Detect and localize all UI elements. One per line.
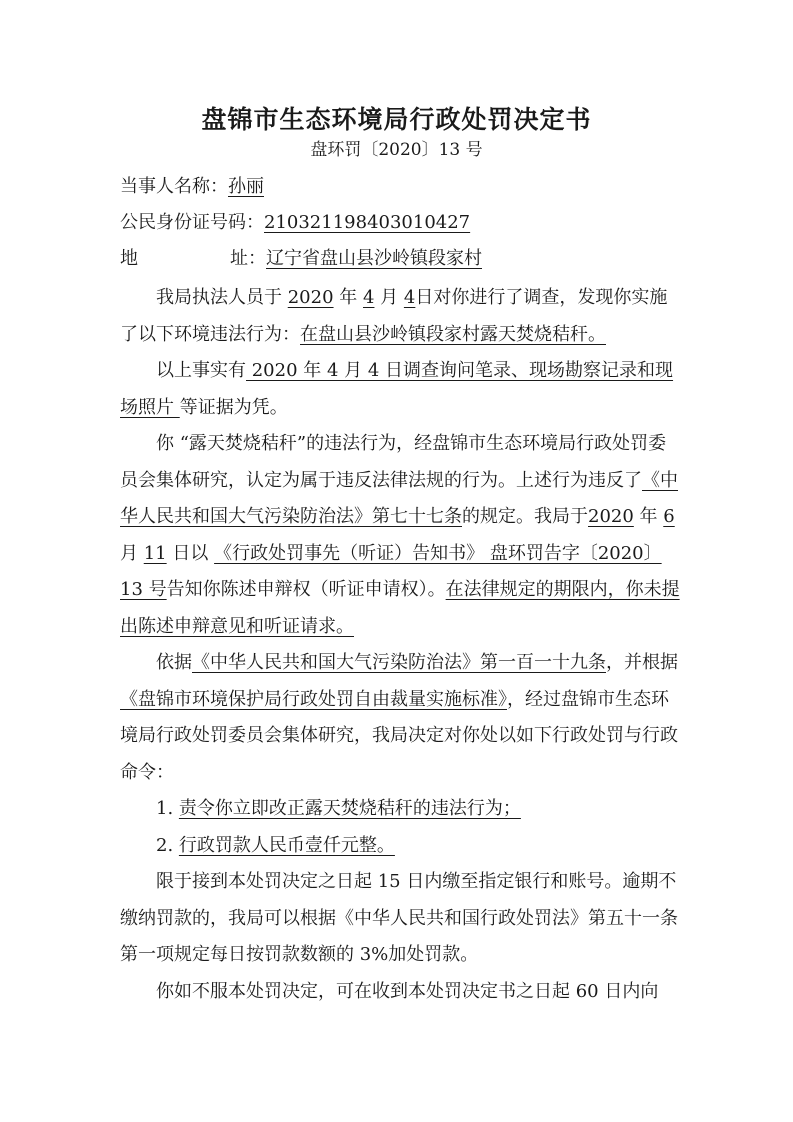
notice-reference: 《行政处罚事先（听证）告知书》 盘环罚告字〔2020〕13 号 [120, 542, 662, 600]
basis-law-2: 《盘锦市环境保护局行政处罚自由裁量实施标准》 [120, 688, 507, 710]
party-address-label-1: 地 [120, 248, 138, 269]
violation-text: 在盘山县沙岭镇段家村露天焚烧秸秆。 [300, 323, 606, 345]
party-address-value: 辽宁省盘山县沙岭镇段家村 [266, 248, 482, 269]
party-name-label: 当事人名称： [120, 176, 228, 197]
evidence-text: 2020 年 4 月 4 日调查询问笔录、现场勘察记录和现场照片 [120, 360, 674, 418]
party-name-value: 孙丽 [228, 176, 264, 197]
document-title: 盘锦市生态环境局行政处罚决定书 [201, 105, 592, 134]
party-address-row [120, 244, 482, 270]
document-body [120, 280, 680, 1010]
payment-paragraph: 限于接到本处罚决定之日起 15 日内缴至指定银行和账号。逾期不缴纳罚款的，我局可以根据《中华人民共和国行政处罚法》第五十一条第一项规定每日按罚款数额的 3%加处罚款。 [120, 871, 678, 965]
basis-law-1: 《中华人民共和国大气污染防治法》第一百一十九条 [192, 652, 606, 673]
party-id-row [120, 208, 470, 234]
party-id-label: 公民身份证号码： [120, 212, 264, 233]
penalty-item-1: 1. 责令你立即改正露天焚烧秸秆的违法行为； [156, 798, 521, 819]
investigation-paragraph: 我局执法人员于 2020 年 4 月 4日对你进行了调查，发现你实施了以下环境违法行为：在盘山县沙岭镇段家村露天焚烧秸秆。 [120, 287, 668, 345]
party-address-label-2: 址： [230, 248, 266, 269]
violated-law: 《中华人民共和国大气污染防治法》第七十七条 [120, 469, 678, 527]
party-name-row [120, 172, 264, 198]
basis-paragraph: 依据《中华人民共和国大气污染防治法》第一百一十九条，并根据《盘锦市环境保护局行政处罚自由裁量实施标准》，经过盘锦市生态环境局行政处罚委员会集体研究，我局决定对你处以如下行政处罚与行政命令： [120, 652, 678, 783]
document-number: 盘环罚〔2020〕13 号 [310, 140, 483, 160]
evidence-paragraph: 以上事实有 2020 年 4 月 4 日调查询问笔录、现场勘察记录和现场照片 等证据为凭。 [120, 360, 674, 418]
appeal-paragraph: 你如不服本处罚决定，可在收到本处罚决定书之日起 60 日内向 [156, 980, 659, 1002]
party-id-value: 210321198403010427 [264, 212, 471, 233]
finding-paragraph: 你 “露天焚烧秸秆”的违法行为，经盘锦市生态环境局行政处罚委员会集体研究，认定为属于违反法律法规的行为。上述行为违反了《中华人民共和国大气污染防治法》第七十七条的规定。我局于2020 年 6 月 11 日以 《行政处罚事先（听证）告知书》 盘环罚告字〔2020〕13 号告知你陈述申辩权（听证申请权）。在法律规定的期限内，你未提出陈述申辩意见和听证请求。 [120, 433, 680, 637]
penalty-item-2: 2. 行政罚款人民币壹仟元整。 [156, 834, 395, 856]
